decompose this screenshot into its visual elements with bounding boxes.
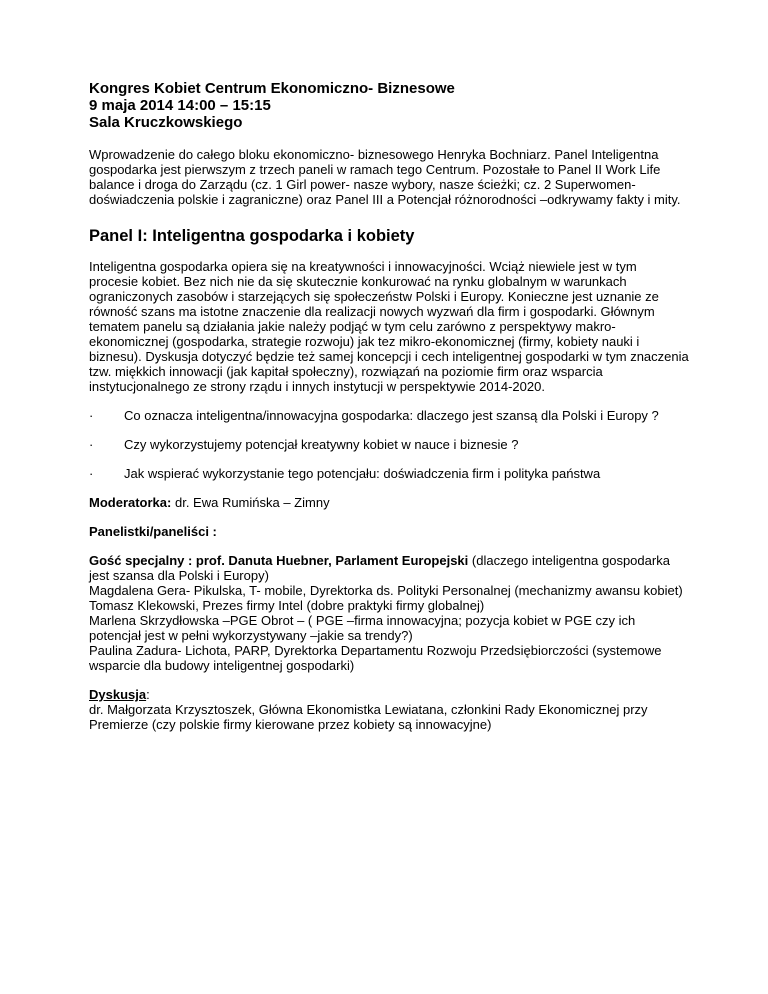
event-title: Kongres Kobiet Centrum Ekonomiczno- Biznesowe — [89, 80, 455, 97]
panelists-heading — [89, 524, 689, 539]
bullet-marker: · — [89, 408, 94, 423]
question-text: Jak wspierać wykorzystanie tego potencjału: doświadczenia firm i polityka państwa — [124, 466, 601, 481]
discussion-label: Dyskusja — [89, 687, 147, 702]
bullet-marker: · — [89, 466, 94, 481]
panelist-item: Paulina Zadura- Lichota, PARP, Dyrektorka Departamentu Rozwoju Przedsiębiorczości (systemowe wsparcie dla budowy inteligentnej gospodarki) — [89, 643, 662, 673]
moderator-line — [89, 495, 689, 510]
list-item — [89, 466, 689, 481]
event-header — [89, 80, 689, 131]
panel-questions — [89, 408, 689, 481]
guest-label: Gość specjalny : prof. Danuta Huebner, Parlament Europejski — [89, 553, 469, 568]
panelist-item: Marlena Skrzydłowska –PGE Obrot – ( PGE –firma innowacyjna; pozycja kobiet w PGE czy ich potencjał jest w pełni wykorzystywany –jakie sa trendy?) — [89, 613, 636, 643]
bullet-marker: · — [89, 437, 94, 452]
discussion-text: dr. Małgorzata Krzysztoszek, Główna Ekonomistka Lewiatana, członkini Rady Ekonomicznej przy Premierze (czy polskie firmy kierowane przez kobiety są innowacyjne) — [89, 702, 648, 732]
discussion-heading — [89, 687, 689, 702]
intro-paragraph: Wprowadzenie do całego bloku ekonomiczno- biznesowego Henryka Bochniarz. Panel Inteligentna gospodarka jest pierwszym z trzech paneli w ramach tego Centrum. Pozostałe to Panel II Work Life balance i droga do Zarządu (cz. 1 Girl power- nasze wybory, nasze ścieżki; cz. 2 Superwomen- doświadczenia polskie i zagraniczne) oraz Panel III a Potencjał różnorodności –odkrywamy fakty i mity. — [89, 147, 681, 207]
panelists-label: Panelistki/paneliści : — [89, 524, 217, 539]
list-item — [89, 437, 689, 452]
guest-note: (dlaczego inteligentna gospodarka jest szansa dla Polski i Europy) — [89, 553, 670, 583]
moderator-label: Moderatorka: — [89, 495, 172, 510]
event-room: Sala Kruczkowskiego — [89, 114, 243, 131]
discussion-colon: : — [146, 687, 150, 702]
document-page — [89, 80, 689, 732]
panel-description: Inteligentna gospodarka opiera się na kreatywności i innowacyjności. Wciąż niewiele jest w tym procesie kobiet. Bez nich nie da się skutecznie konkurować na rynku globalnym w warunkach ograniczonych zasobów i starzejących się społeczeństw Polski i Europy. Konieczne jest uznanie ze równość szans ma istotne znaczenie dla realizacji nowych wyzwań dla firm i gospodarki. Głównym tematem panelu są działania jakie należy podjąć w tym celu zarówno z perspektywy makro-ekonomicznej (gospodarka, strategie rozwoju) jak tez mikro-ekonomicznej (firmy, kobiety nauki i biznesu). Dyskusja dotyczyć będzie też samej koncepcji i cech inteligentnej gospodarki w tym znaczenia tzw. miękkich innowacji (jak kapitał społeczny), rozwiązań na poziomie firm oraz wsparcia instytucjonalnego ze strony rządu i innych instytucji w perspektywie 2014-2020. — [89, 259, 689, 394]
guest-line — [89, 553, 689, 583]
question-text: Co oznacza inteligentna/innowacyjna gospodarka: dlaczego jest szansą dla Polski i Europy ? — [124, 408, 659, 423]
event-date: 9 maja 2014 14:00 – 15:15 — [89, 97, 271, 114]
panel-title: Panel I: Inteligentna gospodarka i kobiety — [89, 227, 415, 245]
moderator-name: dr. Ewa Rumińska – Zimny — [171, 495, 330, 510]
question-text: Czy wykorzystujemy potencjał kreatywny kobiet w nauce i biznesie ? — [124, 437, 519, 452]
panelist-item: Magdalena Gera- Pikulska, T- mobile, Dyrektorka ds. Polityki Personalnej (mechanizmy awansu kobiet) — [89, 583, 683, 598]
list-item — [89, 408, 689, 423]
panelist-item: Tomasz Klekowski, Prezes firmy Intel (dobre praktyki firmy globalnej) — [89, 598, 485, 613]
